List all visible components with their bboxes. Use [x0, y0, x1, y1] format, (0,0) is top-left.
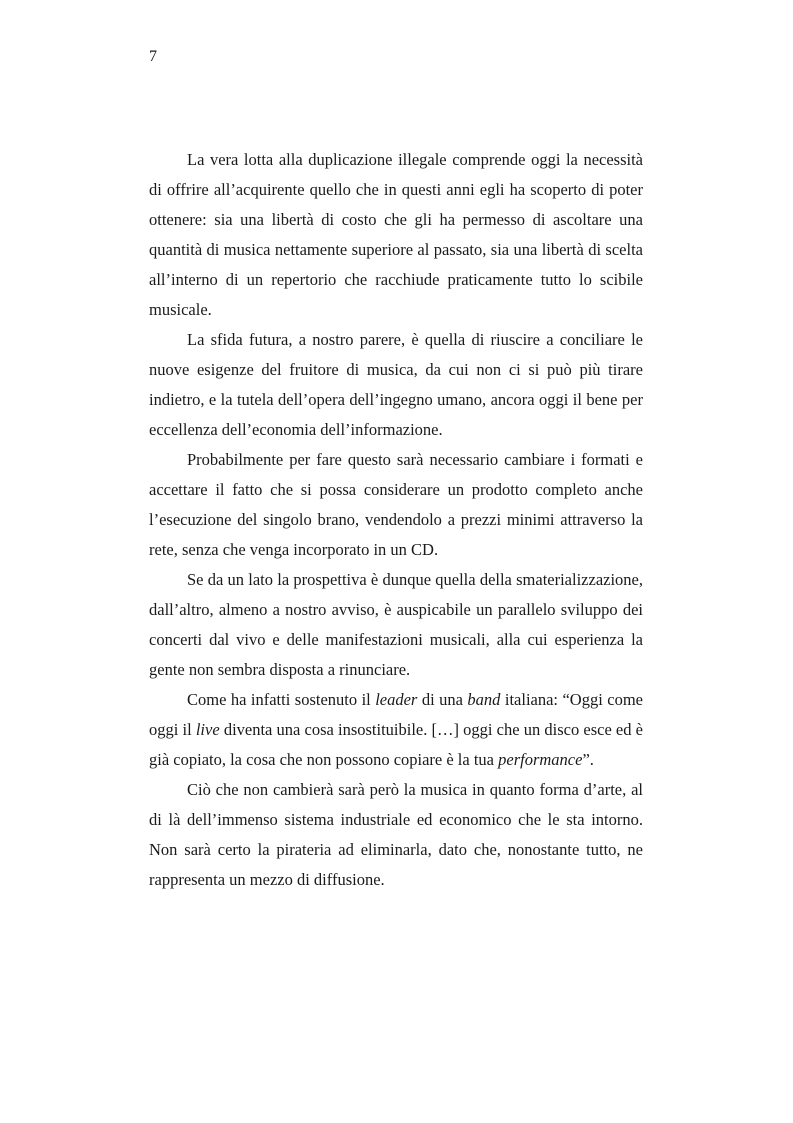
paragraph-text: Ciò che non cambierà sarà però la musica in quanto forma d’arte, al di là dell’immenso sistema industriale ed economico che le sta intorno. Non sarà certo la pirateria ad eliminarla, dato che, nonostante tutto, ne rappresenta un mezzo di diffusione. — [149, 780, 643, 889]
paragraph-text: Probabilmente per fare questo sarà necessario cambiare i formati e accettare il fatto che si possa considerare un prodotto completo anche l’esecuzione del singolo brano, vendendolo a prezzi minimi attraverso la rete, senza che venga incorporato in un CD. — [149, 450, 643, 559]
paragraph-text: Se da un lato la prospettiva è dunque quella della smaterializzazione, dall’altro, almeno a nostro avviso, è auspicabile un parallelo sviluppo dei concerti dal vivo e delle manifestazioni musicali, alla cui esperienza la gente non sembra disposta a rinunciare. — [149, 570, 643, 679]
italic-term: performance — [498, 750, 583, 769]
paragraph — [149, 685, 643, 775]
paragraph — [149, 565, 643, 685]
paragraph — [149, 775, 643, 895]
paragraph-text: La vera lotta alla duplicazione illegale comprende oggi la necessità di offrire all’acquirente quello che in questi anni egli ha scoperto di poter ottenere: sia una libertà di costo che gli ha permesso di ascoltare una quantità di musica nettamente superiore al passato, sia una libertà di scelta all’interno di un repertorio che racchiude praticamente tutto lo scibile musicale. — [149, 150, 643, 319]
paragraph — [149, 145, 643, 325]
paragraph — [149, 325, 643, 445]
paragraph-text: italiana: “Oggi come oggi il — [149, 690, 643, 739]
italic-term: leader — [375, 690, 418, 709]
italic-term: live — [195, 720, 220, 739]
paragraph — [149, 445, 643, 565]
paragraph-text: La sfida futura, a nostro parere, è quella di riuscire a conciliare le nuove esigenze del fruitore di musica, da cui non ci si può più tirare indietro, e la tutela dell’opera dell’ingegno umano, ancora oggi il bene per eccellenza dell’economia dell’informazione. — [149, 330, 643, 439]
page-number: 7 — [149, 48, 157, 65]
paragraph-text: di una — [417, 690, 468, 709]
paragraph-text: ”. — [582, 750, 594, 769]
paragraph-text: Come ha infatti sostenuto il — [187, 690, 376, 709]
paragraph-text: diventa una cosa insostituibile. […] oggi che un disco esce ed è già copiato, la cosa che non possono copiare è la tua — [149, 720, 643, 769]
document-body — [149, 145, 643, 895]
italic-term: band — [467, 690, 501, 709]
